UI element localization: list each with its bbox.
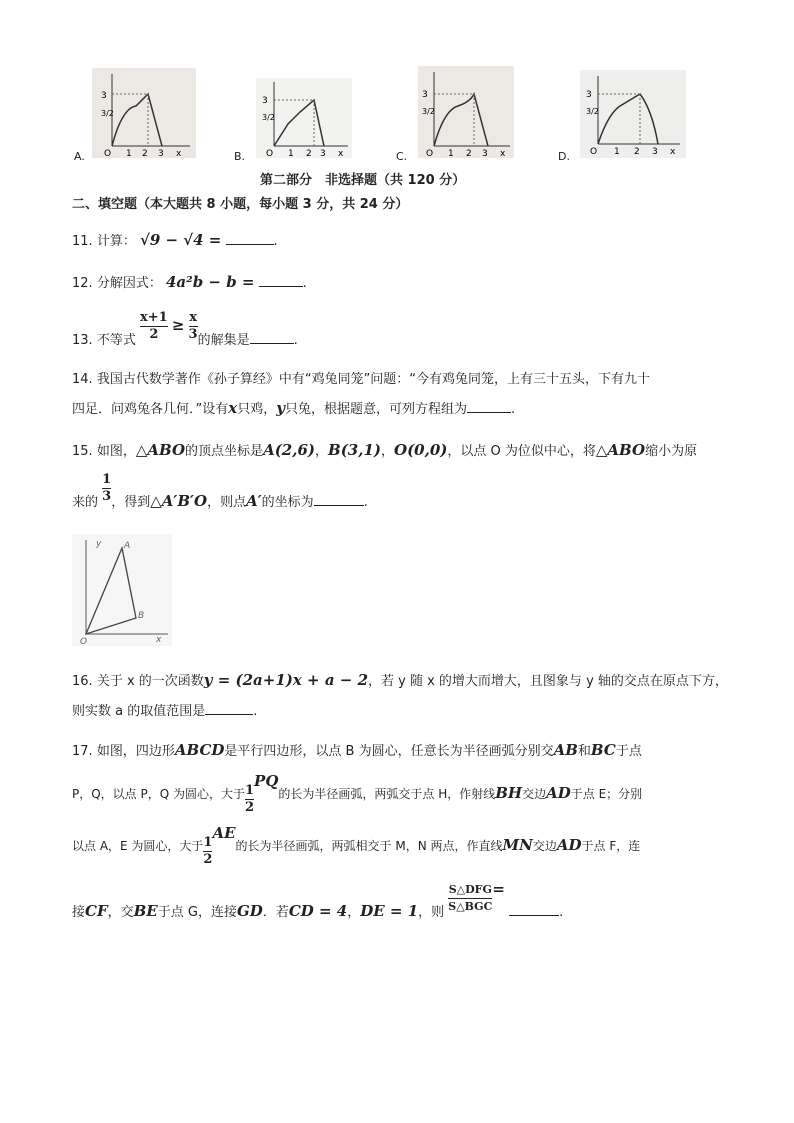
q17-cd: CD = 4 (288, 902, 348, 920)
q15-point-o: O(0,0) (394, 441, 448, 459)
question-17-line-1 (72, 740, 642, 759)
q13-frac2-num: x (189, 310, 197, 325)
part-title: 第二部分 非选择题（共 120 分） (260, 173, 466, 188)
b-tick-3x: 3 (320, 149, 326, 158)
question-14-line-1 (72, 368, 650, 387)
graph-d-svg (580, 70, 686, 158)
q17-answer-blank[interactable] (509, 903, 559, 916)
q17-t5: P，Q，以点 P，Q 为圆心，大于 (72, 787, 245, 801)
q15-figure (72, 534, 172, 646)
q17-fraction-1 (245, 783, 254, 816)
q17-t2: 是平行四边形，以点 B 为圆心，任意长为半径画弧分别交 (224, 744, 554, 759)
d-tick-32: 3/2 (586, 107, 599, 116)
q17-bh: BH (495, 784, 523, 802)
q17-t9: 以点 A，E 为圆心，大于 (72, 839, 204, 853)
q17-t6: 的长为半径画弧，两弧交于点 H，作射线 (278, 787, 496, 801)
a-tick-x: x (176, 149, 182, 158)
c-tick-x: x (500, 149, 506, 158)
a-tick-3: 3 (101, 91, 107, 101)
q15-fig-o-label: O (80, 637, 88, 646)
question-17-line-4 (72, 880, 563, 920)
q12-answer-blank[interactable] (259, 274, 303, 287)
c-tick-o: O (426, 149, 434, 158)
option-d-label: D. (558, 150, 570, 163)
b-tick-1: 1 (288, 149, 294, 158)
section-title: 二、填空题（本大题共 8 小题，每小题 3 分，共 24 分） (72, 197, 409, 212)
q17-t4: 于点 (615, 744, 642, 759)
q13-end: . (293, 333, 298, 348)
question-17-line-2 (72, 772, 642, 816)
q11-number: 11. (72, 234, 93, 249)
c-tick-32: 3/2 (422, 107, 435, 116)
q17-t17: ， (347, 905, 361, 920)
q17-de: DE = 1 (360, 902, 419, 920)
q15-triangle-3: △A′B′O (150, 492, 208, 510)
q15-t1: 如图， (96, 444, 136, 459)
question-15-line-1: 15. 如图，△ABO的顶点坐标是A(2,6)，B(3,1)，O(0,0)，以点 O 为位似中心，将△ABO缩小为原 (72, 441, 698, 459)
q13-fraction-right (189, 310, 198, 343)
q15-triangle: △ABO (135, 441, 186, 459)
q15-t3: ，以点 O 为位似中心，将 (447, 444, 596, 459)
c-tick-3: 3 (422, 90, 428, 100)
q16-t2: ，若 y 随 x 的增大而增大，且图象与 y 轴的交点在原点下方， (368, 674, 728, 689)
b-tick-x: x (338, 149, 344, 158)
c-tick-3x: 3 (482, 149, 488, 158)
question-12 (72, 272, 307, 291)
q17-mn: MN (502, 836, 533, 854)
q13-fraction-left (140, 310, 168, 343)
q15-triangle-2: △ABO (595, 441, 646, 459)
q15-end: . (363, 495, 368, 510)
q14-line2b: 只鸡， (237, 402, 277, 417)
question-16-line-1 (72, 670, 728, 689)
c-tick-2: 2 (466, 149, 472, 158)
q17-t11: 交边 (532, 839, 557, 853)
q15-point-a: A(2,6) (263, 441, 315, 459)
b-tick-2: 2 (306, 149, 312, 158)
q16-t1: 关于 x 的一次函数 (96, 674, 204, 689)
q15-fig-a-label: A (124, 541, 131, 551)
q17-t10: 的长为半径画弧，两弧相交于 M，N 两点，作直线 (235, 839, 503, 853)
b-tick-o: O (266, 149, 274, 158)
q17-t16: ．若 (262, 905, 289, 920)
option-c-graph (418, 66, 514, 158)
q15-t7: ，则点 (207, 495, 247, 510)
q17-f2-num: 1 (203, 835, 213, 850)
q12-number: 12. (72, 276, 93, 291)
q11-text: 计算： (96, 234, 136, 249)
q13-text: 不等式 (96, 333, 136, 348)
option-c-label: C. (396, 150, 408, 163)
q14-line2a: 四足．问鸡兔各几何．”设有 (72, 402, 229, 417)
q16-expression: y = (2a+1)x + a − 2 (203, 671, 369, 689)
q17-ratio-num: S△DFG (448, 883, 492, 896)
q15-t6: ，得到 (111, 495, 151, 510)
option-d-graph (580, 70, 686, 158)
option-b-graph (256, 78, 352, 158)
q17-f1-den: 2 (245, 800, 255, 815)
q15-fig-x-label: x (156, 635, 162, 645)
q14-number: 14. (72, 372, 93, 387)
question-13 (72, 310, 298, 348)
q16-t3: 则实数 a 的取值范围是 (72, 704, 206, 719)
q13-answer-blank[interactable] (250, 331, 294, 344)
a-tick-3x: 3 (158, 149, 164, 158)
question-15-line-2 (72, 472, 368, 510)
b-tick-32: 3/2 (262, 113, 275, 122)
q12-expression: 4a²b − b = (165, 273, 255, 291)
q17-eq: = (492, 880, 505, 898)
d-tick-3: 3 (586, 90, 592, 100)
q16-answer-blank[interactable] (205, 702, 253, 715)
q13-number: 13. (72, 333, 93, 348)
q15-fig-y-label: y (96, 539, 102, 549)
q14-end: . (510, 402, 516, 417)
graph-a-svg (92, 68, 196, 158)
q15-point-b: B(3,1) (328, 441, 381, 459)
q14-var-y: y (276, 399, 285, 417)
q15-fig-b-label: B (138, 611, 145, 621)
q15-fraction (102, 472, 111, 505)
option-b-label: B. (234, 150, 246, 163)
question-17-line-3 (72, 824, 640, 868)
q15-t5: 来的 (72, 495, 99, 510)
q15-point-a-prime: A′ (246, 492, 262, 510)
q17-ratio (448, 882, 492, 915)
q15-t2: 的顶点坐标是 (185, 444, 264, 459)
q17-cf: CF (85, 902, 108, 920)
option-a-label: A. (74, 150, 85, 163)
q15-t8: 的坐标为 (261, 495, 314, 510)
q17-number: 17. (72, 744, 93, 759)
q17-abcd: ABCD (174, 741, 225, 759)
d-tick-x: x (670, 147, 676, 157)
q15-answer-blank[interactable] (314, 493, 364, 506)
q17-t1: 如图，四边形 (96, 744, 175, 759)
q13-frac2-den: 3 (188, 327, 198, 342)
q16-end: . (253, 704, 258, 719)
q17-t3: 和 (577, 744, 591, 759)
graph-b-svg (256, 78, 352, 158)
q14-answer-blank[interactable] (467, 400, 511, 413)
q17-t15: 于点 G，连接 (157, 905, 237, 920)
q17-be: BE (133, 902, 158, 920)
q13-frac1-den: 2 (149, 327, 159, 342)
q17-t14: ，交 (107, 905, 134, 920)
q13-ge: ≥ (171, 316, 185, 334)
q17-ae: AE (212, 824, 236, 842)
q13-frac1-num: x+1 (139, 310, 168, 325)
q17-f2-den: 2 (203, 852, 213, 867)
a-tick-o: O (104, 149, 112, 158)
q17-bc: BC (590, 741, 616, 759)
a-tick-32: 3/2 (101, 109, 114, 118)
a-tick-2: 2 (142, 149, 148, 158)
d-tick-o: O (590, 147, 598, 157)
q12-end: . (302, 276, 307, 291)
q17-t8: 于点 E；分别 (570, 787, 643, 801)
q11-expression: √9 − √4 = (139, 231, 222, 249)
q12-text: 分解因式： (96, 276, 162, 291)
q15-t4: 缩小为原 (645, 444, 698, 459)
question-11 (72, 230, 278, 249)
q14-line1: 我国古代数学著作《孙子算经》中有“鸡兔同笼”问题：“今有鸡兔同笼，上有三十五头，下有九十 (96, 372, 651, 387)
q17-t7: 交边 (522, 787, 547, 801)
q15-frac-den: 3 (102, 489, 112, 504)
q15-frac-num: 1 (102, 472, 112, 487)
q17-ad2: AD (556, 836, 582, 854)
q13-tail: 的解集是 (197, 333, 250, 348)
q15-triangle-shape (86, 548, 136, 634)
d-tick-2: 2 (634, 147, 640, 157)
q11-answer-blank[interactable] (226, 232, 274, 245)
q17-t12: 于点 F，连 (581, 839, 641, 853)
c-tick-1: 1 (448, 149, 454, 158)
q17-t13: 接 (72, 905, 86, 920)
graph-c-svg (418, 66, 514, 158)
option-a-graph (92, 68, 196, 158)
q15-figure-svg (72, 534, 172, 646)
q11-end: . (273, 234, 278, 249)
a-tick-1: 1 (126, 149, 132, 158)
question-14-line-2 (72, 398, 515, 417)
d-tick-3x: 3 (652, 147, 658, 157)
q15-number: 15. (72, 444, 93, 459)
q16-number: 16. (72, 674, 93, 689)
q17-end: . (559, 905, 564, 920)
d-tick-1: 1 (614, 147, 620, 157)
question-16-line-2 (72, 700, 257, 719)
q17-pq: PQ (254, 772, 279, 790)
q17-f1-num: 1 (245, 783, 255, 798)
q17-gd: GD (236, 902, 263, 920)
q17-ab: AB (553, 741, 578, 759)
q17-t18: ，则 (418, 905, 445, 920)
q17-ratio-den: S△BGC (448, 900, 493, 913)
q14-var-x: x (228, 399, 238, 417)
q14-line2c: 只兔，根据题意，可列方程组为 (284, 402, 467, 417)
b-tick-3: 3 (262, 96, 268, 106)
q17-ad: AD (546, 784, 571, 802)
